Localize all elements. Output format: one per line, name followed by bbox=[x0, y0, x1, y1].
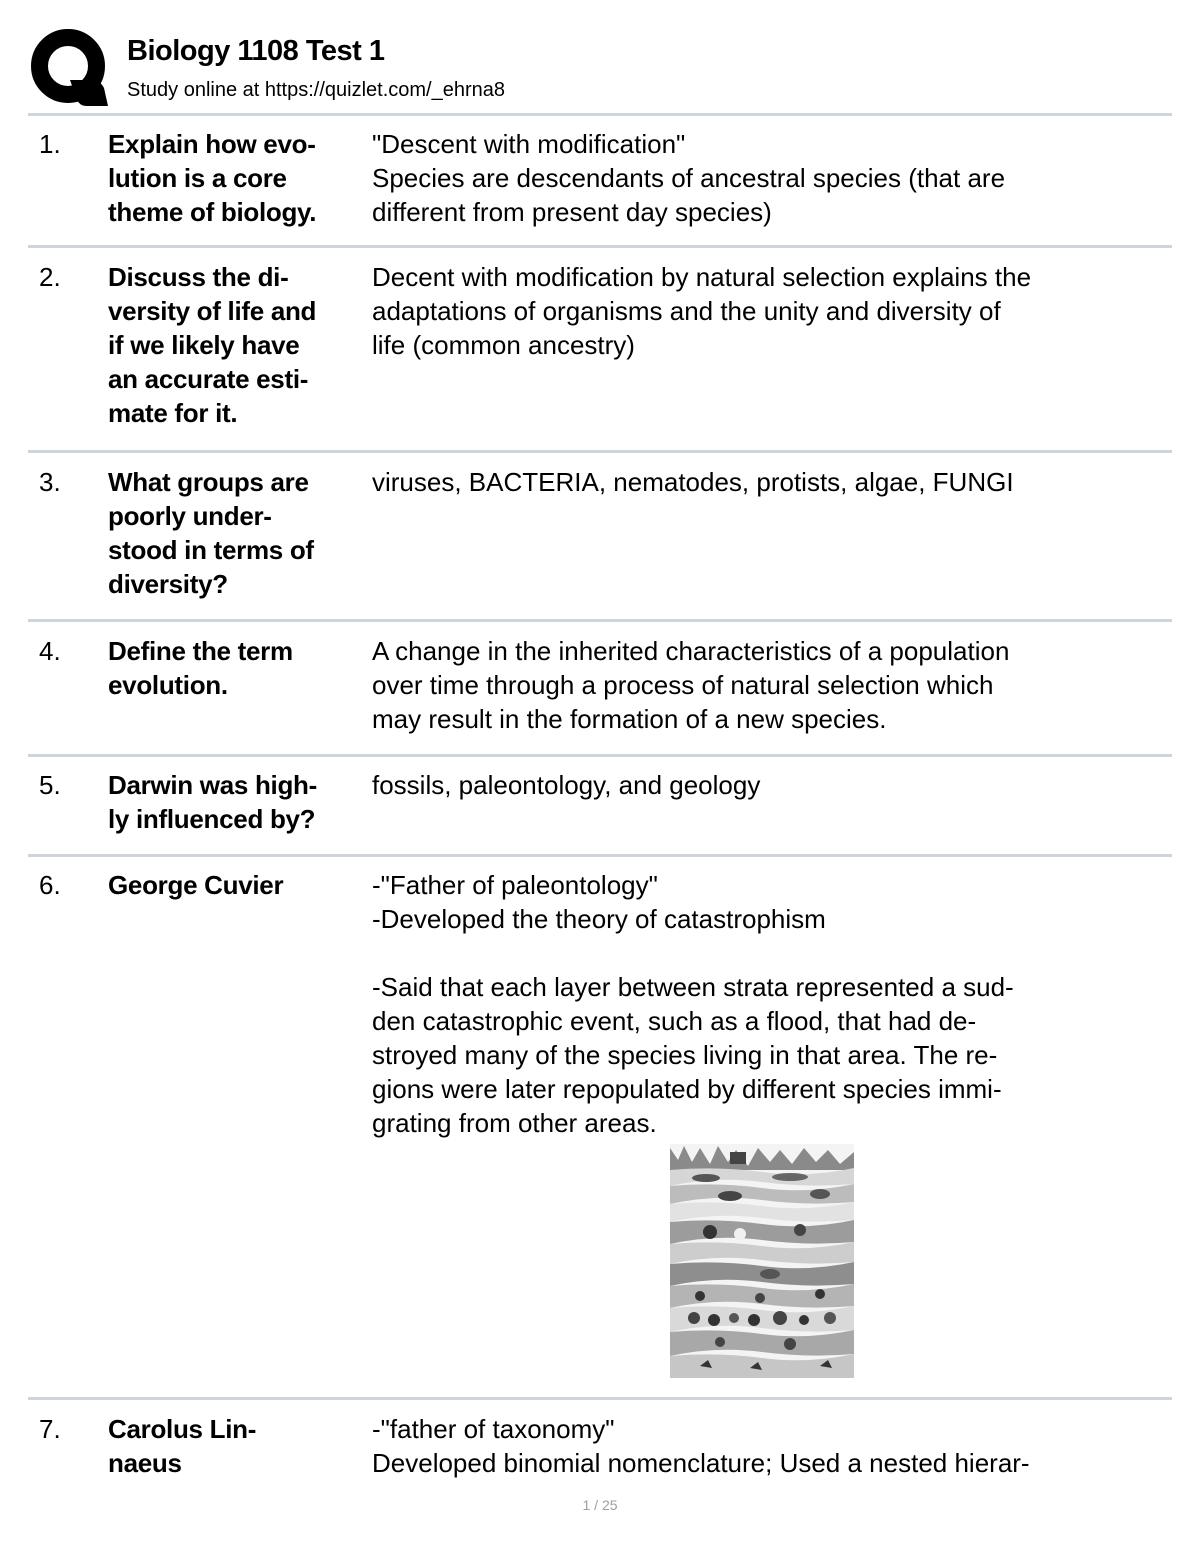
divider bbox=[28, 754, 1172, 757]
term-line: Define the term bbox=[108, 636, 293, 666]
card-definition bbox=[372, 634, 1167, 736]
term-line: if we likely have bbox=[108, 330, 300, 360]
term-line: Darwin was high- bbox=[108, 770, 318, 800]
term-line: Carolus Lin- bbox=[108, 1414, 257, 1444]
card-number: 6. bbox=[39, 870, 61, 900]
card-term bbox=[108, 1412, 370, 1480]
definition-line: -Developed the theory of catastrophism bbox=[372, 904, 826, 934]
term-line: lution is a core bbox=[108, 163, 287, 193]
definition-line: gions were later repopulated by different species immi- bbox=[372, 1074, 1002, 1104]
card-term bbox=[108, 127, 370, 229]
definition-line: "Descent with modification" bbox=[372, 129, 686, 159]
card-term bbox=[108, 260, 370, 430]
term-line: ly influenced by? bbox=[108, 804, 316, 834]
term-line: Explain how evo- bbox=[108, 129, 316, 159]
definition-line: over time through a process of natural selection which bbox=[372, 670, 994, 700]
quizlet-logo-icon bbox=[30, 28, 108, 106]
definition-line: Species are descendants of ancestral species (that are bbox=[372, 163, 1006, 193]
definition-blank-line bbox=[372, 936, 1167, 970]
definition-line: different from present day species) bbox=[372, 197, 772, 227]
term-line: naeus bbox=[108, 1448, 182, 1478]
page-header bbox=[30, 28, 1172, 112]
card-definition bbox=[372, 465, 1167, 499]
card-definition bbox=[372, 260, 1167, 362]
card-term bbox=[108, 768, 370, 836]
fossil-strata-illustration bbox=[670, 1144, 854, 1378]
definition-line: grating from other areas. bbox=[372, 1108, 657, 1138]
definition-line: adaptations of organisms and the unity and diversity of bbox=[372, 296, 1001, 326]
term-line: mate for it. bbox=[108, 398, 238, 428]
card-term bbox=[108, 465, 370, 601]
card-definition bbox=[372, 768, 1167, 802]
definition-line: may result in the formation of a new species. bbox=[372, 704, 887, 734]
definition-line: life (common ancestry) bbox=[372, 330, 635, 360]
card-definition bbox=[372, 1412, 1167, 1480]
divider bbox=[28, 450, 1172, 453]
definition-line: -Said that each layer between strata represented a sud- bbox=[372, 972, 1014, 1002]
term-line: Discuss the di- bbox=[108, 262, 289, 292]
definition-line: fossils, paleontology, and geology bbox=[372, 770, 761, 800]
card-number: 2. bbox=[39, 262, 61, 292]
card-number: 4. bbox=[39, 636, 61, 666]
card-number: 1. bbox=[39, 129, 61, 159]
definition-line: A change in the inherited characteristics of a population bbox=[372, 636, 1010, 666]
term-line: stood in terms of bbox=[108, 535, 314, 565]
page-indicator: 1 / 25 bbox=[582, 1497, 618, 1513]
card-number: 7. bbox=[39, 1414, 61, 1444]
card-number: 5. bbox=[39, 770, 61, 800]
study-online-link-text: Study online at https://quizlet.com/_ehrna8 bbox=[127, 79, 506, 101]
definition-line: -"father of taxonomy" bbox=[372, 1414, 615, 1444]
divider bbox=[28, 619, 1172, 622]
card-number: 3. bbox=[39, 467, 61, 497]
definition-line: -"Father of paleontology" bbox=[372, 870, 658, 900]
term-line: versity of life and bbox=[108, 296, 317, 326]
term-line: diversity? bbox=[108, 569, 228, 599]
card-term bbox=[108, 868, 370, 902]
divider bbox=[28, 113, 1172, 116]
definition-line: Developed binomial nomenclature; Used a nested hierar- bbox=[372, 1448, 1030, 1478]
definition-line: den catastrophic event, such as a flood, that had de- bbox=[372, 1006, 977, 1036]
term-line: What groups are bbox=[108, 467, 309, 497]
term-line: George Cuvier bbox=[108, 870, 284, 900]
term-line: an accurate esti- bbox=[108, 364, 309, 394]
page-title: Biology 1108 Test 1 bbox=[127, 35, 385, 67]
divider bbox=[28, 245, 1172, 248]
term-line: theme of biology. bbox=[108, 197, 317, 227]
card-definition bbox=[372, 127, 1167, 229]
term-line: poorly under- bbox=[108, 501, 272, 531]
divider bbox=[28, 1397, 1172, 1400]
definition-line: Decent with modification by natural selection explains the bbox=[372, 262, 1032, 292]
card-definition bbox=[372, 868, 1167, 1140]
definition-line: stroyed many of the species living in that area. The re- bbox=[372, 1040, 998, 1070]
divider bbox=[28, 854, 1172, 857]
card-term bbox=[108, 634, 370, 702]
definition-line: viruses, BACTERIA, nematodes, protists, algae, FUNGI bbox=[372, 467, 1014, 497]
term-line: evolution. bbox=[108, 670, 228, 700]
